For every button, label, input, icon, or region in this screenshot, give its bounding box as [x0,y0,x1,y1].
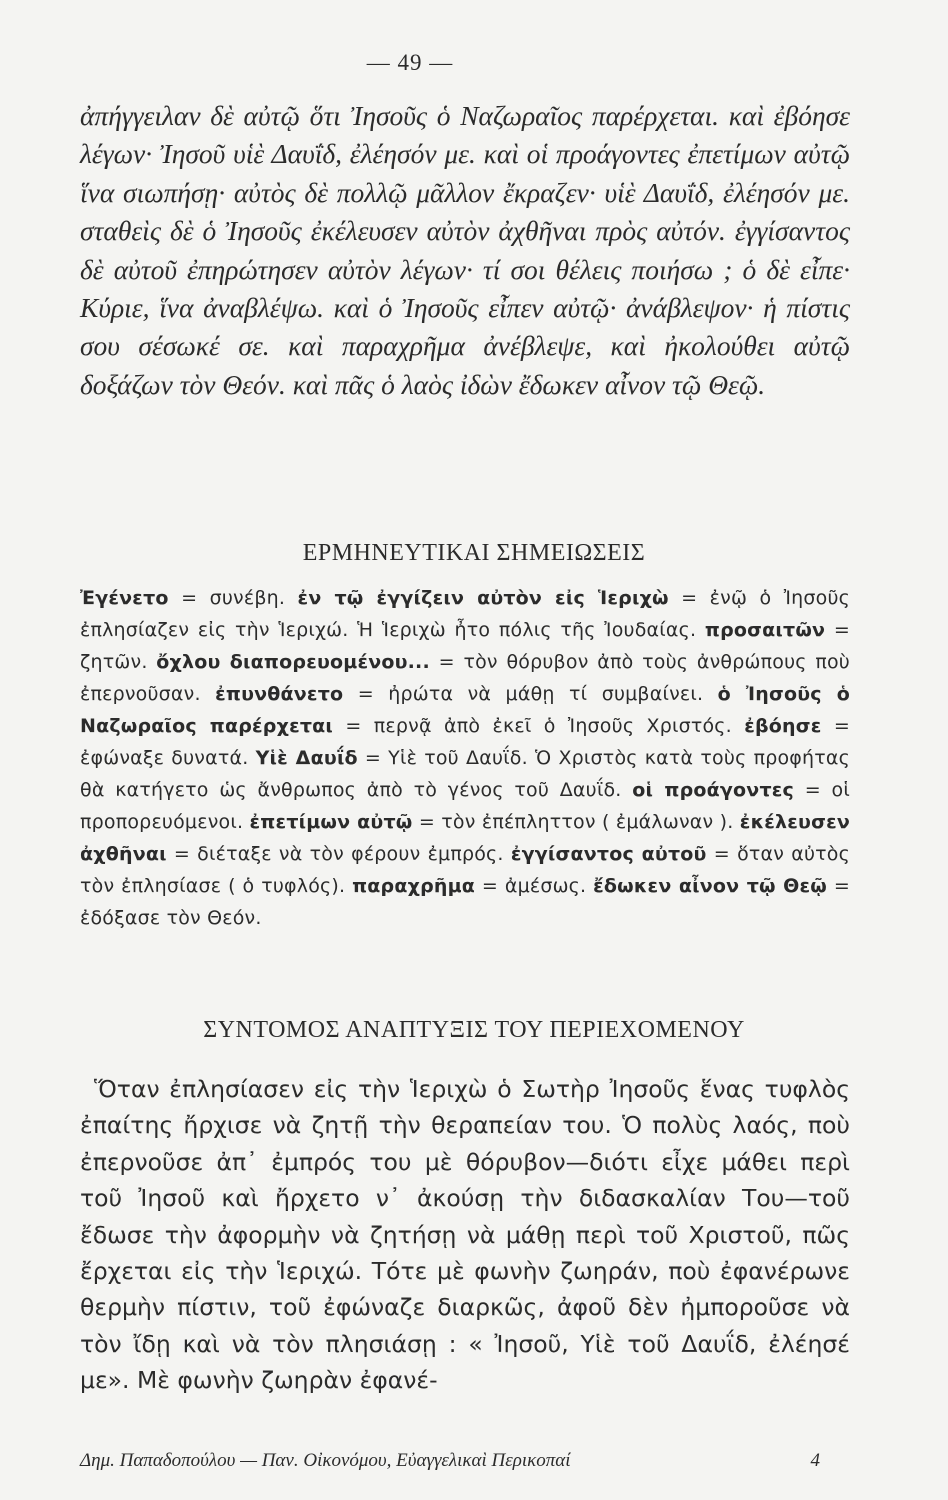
note-gloss: = ἠρώτα νὰ μάθῃ τί συμβαίνει. [343,683,718,705]
note-gloss: = οἱ προπορευόμενοι. [80,779,851,833]
note-term: Υἱὲ Δαυΐδ [255,747,358,769]
note-term: ἐπετίμων αὐτῷ [249,811,413,833]
summary-text: Ὅταν ἐπλησίασεν εἰς τὴν Ἱεριχὼ ὁ Σωτὴρ Ἰησοῦς ἕνας τυφλὸς ἐπαίτης ἤρχισε νὰ ζητῇ τὴν θεραπείαν του. Ὁ πολὺς λαός, ποὺ ἐπερνοῦσε ἀπ᾽ ἐμπρός του μὲ θόρυβον—διότι εἶχε μάθει περὶ τοῦ Ἰησοῦ καὶ ἤρχετο ν᾽ ἀκούσῃ τὴν διδασκαλίαν Του—τοῦ ἔδωσε τὴν ἀφορμὴν νὰ ζητήσῃ νὰ μάθῃ περὶ τοῦ Χριστοῦ, πῶς ἔρχεται εἰς τὴν Ἱεριχώ. Τότε μὲ φωνὴν ζωηράν, ποὺ ἐφανέρωνε θερμὴν πίστιν, τοῦ ἐφώναζε διαρκῶς, ἀφοῦ δὲν ἠμποροῦσε νὰ τὸν ἴδῃ καὶ νὰ τὸν πλησιάσῃ : « Ἰησοῦ, Υἱὲ τοῦ Δαυΐδ, ἐλέησέ με». Μὲ φωνὴν ζωηρὰν ἐφανέ- [80,1075,850,1395]
note-term: ἐβόησε [744,715,822,737]
note-gloss: = ἐφώναξε δυνατά. [80,715,850,769]
note-gloss: = τὸν ἐπέπληττον ( ἐμάλωναν ). [412,811,740,833]
page-number: — 49 — [366,50,454,75]
summary-heading: ΣΥΝΤΟΜΟΣ ΑΝΑΠΤΥΞΙΣ ΤΟΥ ΠΕΡΙΕΧΟΜΕΝΟΥ [203,1017,745,1043]
note-term: ὁ Ἰησοῦς ὁ Ναζωραῖος παρέρχεται [80,683,850,737]
note-term: ἔδωκεν αἶνον τῷ Θεῷ [593,875,828,897]
interpretive-notes [80,582,850,934]
note-term: ἐν τῷ ἐγγίζειν αὐτὸν εἰς Ἱεριχὼ [297,587,669,609]
note-gloss: = περνᾷ ἀπὸ ἐκεῖ ὁ Ἰησοῦς Χριστός. [333,715,745,737]
note-gloss: = διέταξε νὰ τὸν φέρουν ἐμπρός. [166,843,511,865]
note-term: οἱ προάγοντες [632,779,795,801]
note-term: ἐγγίσαντος αὐτοῦ [510,843,707,865]
notes-heading: ΕΡΜΗΝΕΥΤΙΚΑΙ ΣΗΜΕΙΩΣΕΙΣ [302,540,646,566]
note-gloss: = Υἱὲ τοῦ Δαυΐδ. Ὁ Χριστὸς κατὰ τοὺς προφήτας θὰ κατήγετο ὡς ἄνθρωπος ἀπὸ τὸ γένος τοῦ Δαυΐδ. [80,747,850,801]
gospel-passage: ἀπήγγειλαν δὲ αὐτῷ ὅτι Ἰησοῦς ὁ Ναζωραῖος παρέρχεται. καὶ ἐβόησε λέγων· Ἰησοῦ υἱὲ Δαυΐδ, ἐλέησόν με. καὶ οἱ προάγοντες ἐπετίμων αὐτῷ ἵνα σιωπήσῃ· αὐτὸς δὲ πολλῷ μᾶλλον ἔκραζεν· υἱὲ Δαυΐδ, ἐλέησόν με. σταθεὶς δὲ ὁ Ἰησοῦς ἐκέλευσεν αὐτὸν ἀχθῆναι πρὸς αὐτόν. ἐγγίσαντος δὲ αὐτοῦ ἐπηρώτησεν αὐτὸν λέγων· τί σοι θέλεις ποιήσω ; ὁ δὲ εἶπε· Κύριε, ἵνα ἀναβλέψω. καὶ ὁ Ἰησοῦς εἶπεν αὐτῷ· ἀνάβλεψον· ἡ πίστις σου σέσωκέ σε. καὶ παραχρῆμα ἀνέβλεψε, καὶ ἠκολούθει αὐτῷ δοξάζων τὸν Θεόν. καὶ πᾶς ὁ λαὸς ἰδὼν ἔδωκεν αἶνον τῷ Θεῷ. [80,100,850,400]
note-term: ἐπυνθάνετο [215,683,344,705]
note-gloss: = συνέβη. [168,587,298,609]
footer-citation: Δημ. Παπαδοπούλου — Παν. Οἰκονόμου, Εὐαγγελικαὶ Περικοπαί [80,1450,571,1471]
note-gloss: = ὅταν αὐτὸς τὸν ἐπλησίασε ( ὁ τυφλός). [80,843,850,897]
note-gloss: = ἐδόξασε τὸν Θεόν. [80,875,850,929]
page-footer [80,1450,820,1472]
note-term: ἐκέλευσεν ἀχθῆναι [80,811,850,865]
note-gloss: = ἀμέσως. [475,875,594,897]
note-gloss: = τὸν θόρυβον ἀπὸ τοὺς ἀνθρώπους ποὺ ἐπερνοῦσαν. [80,651,850,705]
note-term: ὄχλου διαπορευομένου... [156,651,430,673]
note-term: Ἐγένετο [80,587,169,609]
note-term: παραχρῆμα [352,875,476,897]
note-term: προσαιτῶν [704,619,826,641]
signature-mark: 4 [810,1450,820,1471]
note-gloss: = ἐνῷ ὁ Ἰησοῦς ἐπλησίαζεν εἰς τὴν Ἱεριχώ. Ἡ Ἱεριχὼ ἦτο πόλις τῆς Ἰουδαίας. [80,587,850,641]
note-gloss: = ζητῶν. [80,619,850,673]
